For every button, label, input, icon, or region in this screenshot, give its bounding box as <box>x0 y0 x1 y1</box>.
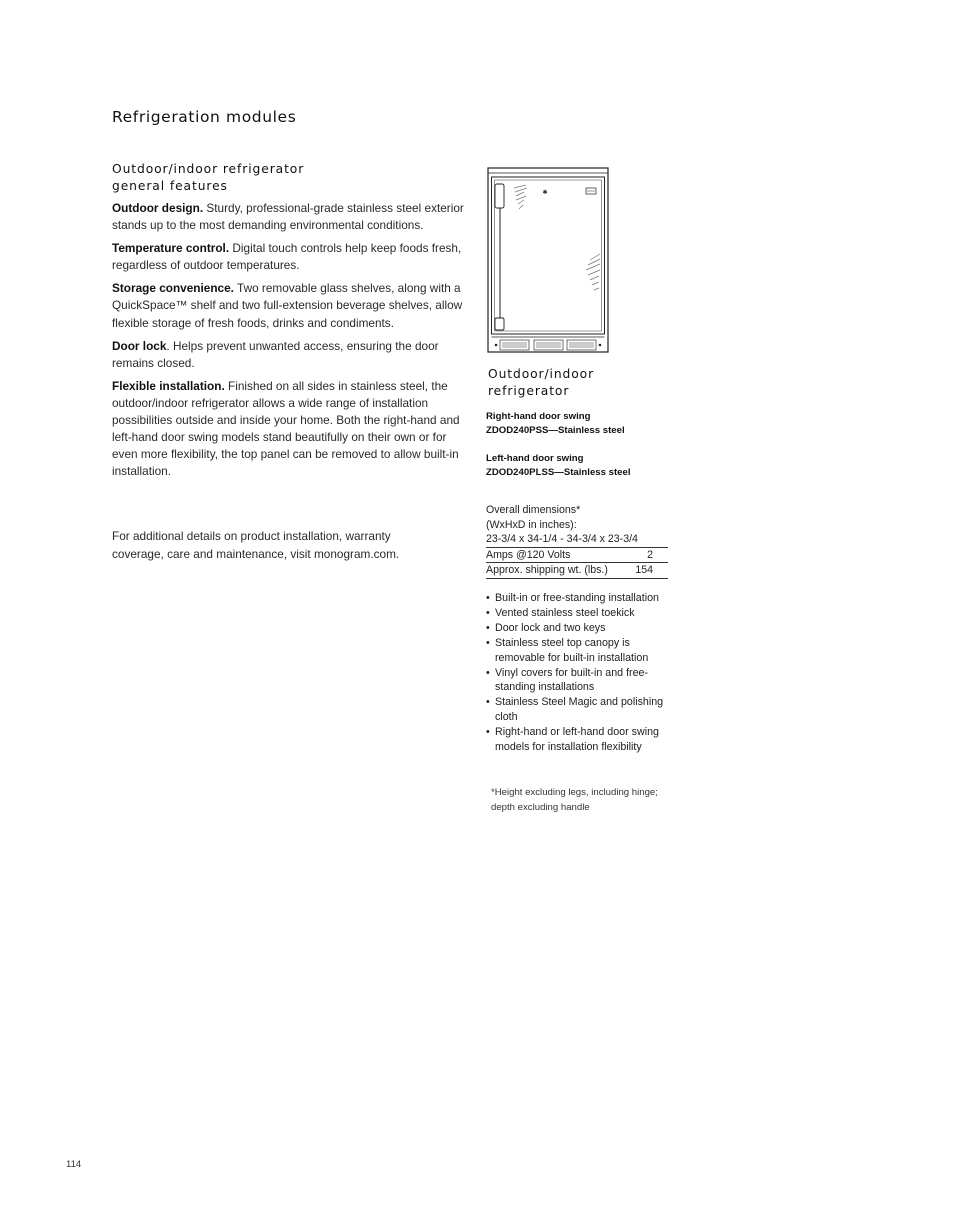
bullet-item: • Built-in or free-standing installation <box>486 591 676 606</box>
feature-text: Digital touch controls help keep foods fresh, regardless of outdoor temperatures. <box>112 241 462 273</box>
additional-details: For additional details on product installation, warranty coverage, care and maintenance, visit monogram.com. <box>112 529 400 561</box>
feature-text: Sturdy, professional-grade stainless steel exterior stands up to the most demanding environmental conditions. <box>112 201 464 233</box>
bullet-item: • Door lock and two keys <box>486 621 676 636</box>
product-title-line2: refrigerator <box>488 383 570 398</box>
left-hand-label: Left-hand door swing <box>486 453 584 464</box>
features-heading-line2: general features <box>112 179 228 193</box>
bullet-item: • Vented stainless steel toekick <box>486 606 676 621</box>
product-bullets <box>486 591 676 755</box>
feature-label: Storage convenience. <box>112 281 234 296</box>
feature-item <box>112 200 464 234</box>
page-number: 114 <box>66 1159 82 1170</box>
refrigerator-illustration-icon <box>486 164 610 354</box>
feature-text: . Helps prevent unwanted access, ensuring the door remains closed. <box>112 338 439 370</box>
product-title <box>488 366 658 399</box>
feature-item <box>112 240 464 274</box>
page-title: Refrigeration modules <box>112 108 297 126</box>
bullet-item: • Stainless steel top canopy is removable for built-in installation <box>486 636 676 666</box>
dimensions-label: Overall dimensions* <box>486 504 581 516</box>
feature-item <box>112 378 464 481</box>
feature-label: Temperature control. <box>112 241 230 256</box>
weight-value: 154 <box>635 564 653 576</box>
amps-label: Amps @120 Volts <box>486 548 571 561</box>
right-hand-model <box>486 410 686 438</box>
weight-row <box>486 562 668 579</box>
right-hand-label: Right-hand door swing <box>486 411 591 422</box>
svg-text:✱: ✱ <box>542 189 548 196</box>
amps-value: 2 <box>647 548 653 561</box>
amps-row <box>486 547 668 563</box>
product-title-line1: Outdoor/indoor <box>488 367 595 381</box>
bullet-item: • Vinyl covers for built-in and free-standing installations <box>486 666 676 696</box>
bullet-item: • Stainless Steel Magic and polishing cloth <box>486 695 676 725</box>
feature-text: Finished on all sides in stainless steel, the outdoor/indoor refrigerator allows a wide range of installation possibilities outside and inside your home. Both the right-hand and left-hand door swing models stand beautifully on their own or for even more flexibility, the top panel can be removed to allow built-in installation. <box>112 378 460 479</box>
feature-label: Outdoor design. <box>112 201 204 215</box>
features-heading-line1: Outdoor/indoor refrigerator <box>112 162 305 176</box>
right-hand-model-number: ZDOD240PSS—Stainless steel <box>486 425 625 436</box>
feature-text: Two removable glass shelves, along with a QuickSpace™ shelf and two full-extension beverage shelves, allow flexible storage of fresh foods, drinks and condiments. <box>112 281 463 330</box>
weight-label: Approx. shipping wt. (lbs.) <box>486 564 608 576</box>
feature-item <box>112 280 464 331</box>
footnote: *Height excluding legs, including hinge; depth excluding handle <box>491 787 658 813</box>
bullet-item: • Right-hand or left-hand door swing models for installation flexibility <box>486 725 676 755</box>
left-hand-model <box>486 452 686 480</box>
feature-label: Flexible installation. <box>112 378 225 393</box>
features-list <box>112 200 464 486</box>
dimensions-units: (WxHxD in inches): <box>486 518 577 531</box>
left-hand-model-number: ZDOD240PLSS—Stainless steel <box>486 467 631 478</box>
dimensions-value: 23-3/4 x 34-1/4 - 34-3/4 x 23-3/4 <box>486 533 638 545</box>
specs-table <box>486 503 668 579</box>
features-heading <box>112 161 412 195</box>
feature-label: Door lock <box>112 338 167 353</box>
feature-item <box>112 338 464 372</box>
